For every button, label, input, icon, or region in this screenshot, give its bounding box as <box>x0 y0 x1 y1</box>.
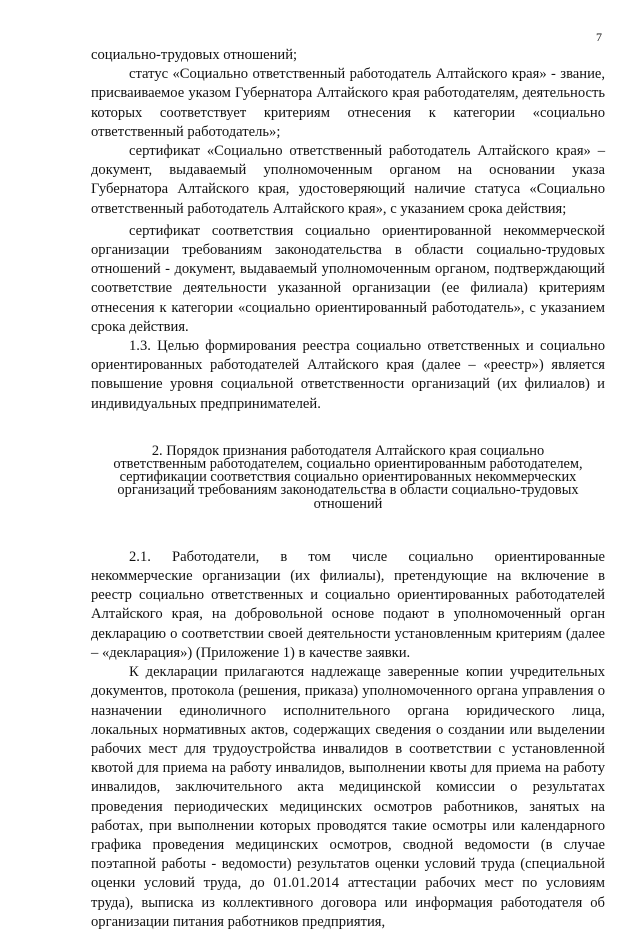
paragraph-declaration-submission: 2.1. Работодатели, в том числе социально ориентированные некоммерческие организации (их филиалы), претендующие на включение в реестр социально ответственных и социально ориентированных работодателей Алтайского края, на добровольной основе подают в уполномоченный орган декларацию о соответствии своей деятельности установленным критериям (далее – «декларация») (Приложение 1) в качестве заявки. <box>91 548 605 661</box>
section-heading-line: отношений <box>313 495 383 512</box>
section-heading-line: 2. Порядок признания работодателя Алтайского края социально <box>151 442 545 459</box>
paragraph-registry-purpose: 1.3. Целью формирования реестра социально ответственных и социально ориентированных работодателей Алтайского края (далее – «реестр») является повышение уровня социальной ответственности организаций (их филиалов) и индивидуальных предпринимателей. <box>91 338 605 412</box>
section-heading-line: ответственным работодателем, социально ориентированным работодателем, <box>113 456 583 473</box>
paragraph-declaration-attachments: К декларации прилагаются надлежаще заверенные копии учредительных документов, протокола (решения, приказа) уполномоченного органа управления о назначении единоличного исполнительного органа юридического лица, локальных нормативных актов, содержащих сведения о создании или выделении рабочих мест для трудоустройства инвалидов в соответствии с установленной квотой для приема на работу инвалидов, выполнении квоты для приема на работу инвалидов, заключительного акта медицинской комиссии о результатах проведения периодических медицинских осмотров работников, занятых на работах, при выполнении которых проводятся такие осмотры или календарного графика проведения медицинских осмотров, сводной ведомости (в случае поэтапной работы - ведомости) результатов оценки условий труда (специальной оценки условий труда, до 01.01.2014 аттестации рабочих мест по условиям труда), выписка из коллективного договора или информация работодателя об организации питания работников предприятия, <box>91 664 605 930</box>
section-heading-line: сертификации соответствия социально ориентированных некоммерческих <box>119 469 577 486</box>
section-heading-line: организаций требованиям законодательства в области социально-трудовых <box>117 482 579 499</box>
paragraph-status-definition: статус «Социально ответственный работодатель Алтайского края» - звание, присваиваемое указом Губернатора Алтайского края работодателям, деятельность которых соответствует критериям отнесения к категории «социально ответственный работодатель»; <box>91 66 605 140</box>
paragraph-continuation: социально-трудовых отношений; <box>91 47 298 63</box>
paragraph-conformity-certificate-definition: сертификат соответствия социально ориентированной некоммерческой организации требованиям законодательства в области социально-трудовых отношений - документ, выдаваемый уполномоченным органом, подтверждающий соответствие деятельности указанной организации (ее филиала) критериям отнесения к категории «социально ориентированный работодатель», с указанием срока действия. <box>91 222 605 335</box>
page-number: 7 <box>596 30 602 44</box>
paragraph-certificate-definition: сертификат «Социально ответственный работодатель Алтайского края» – документ, выдаваемый уполномоченным органом на основании указа Губернатора Алтайского края, удостоверяющий наличие статуса «Социально ответственный работодатель Алтайского края», с указанием срока действия; <box>91 143 605 217</box>
section-heading <box>91 442 605 512</box>
document-body <box>91 46 605 932</box>
